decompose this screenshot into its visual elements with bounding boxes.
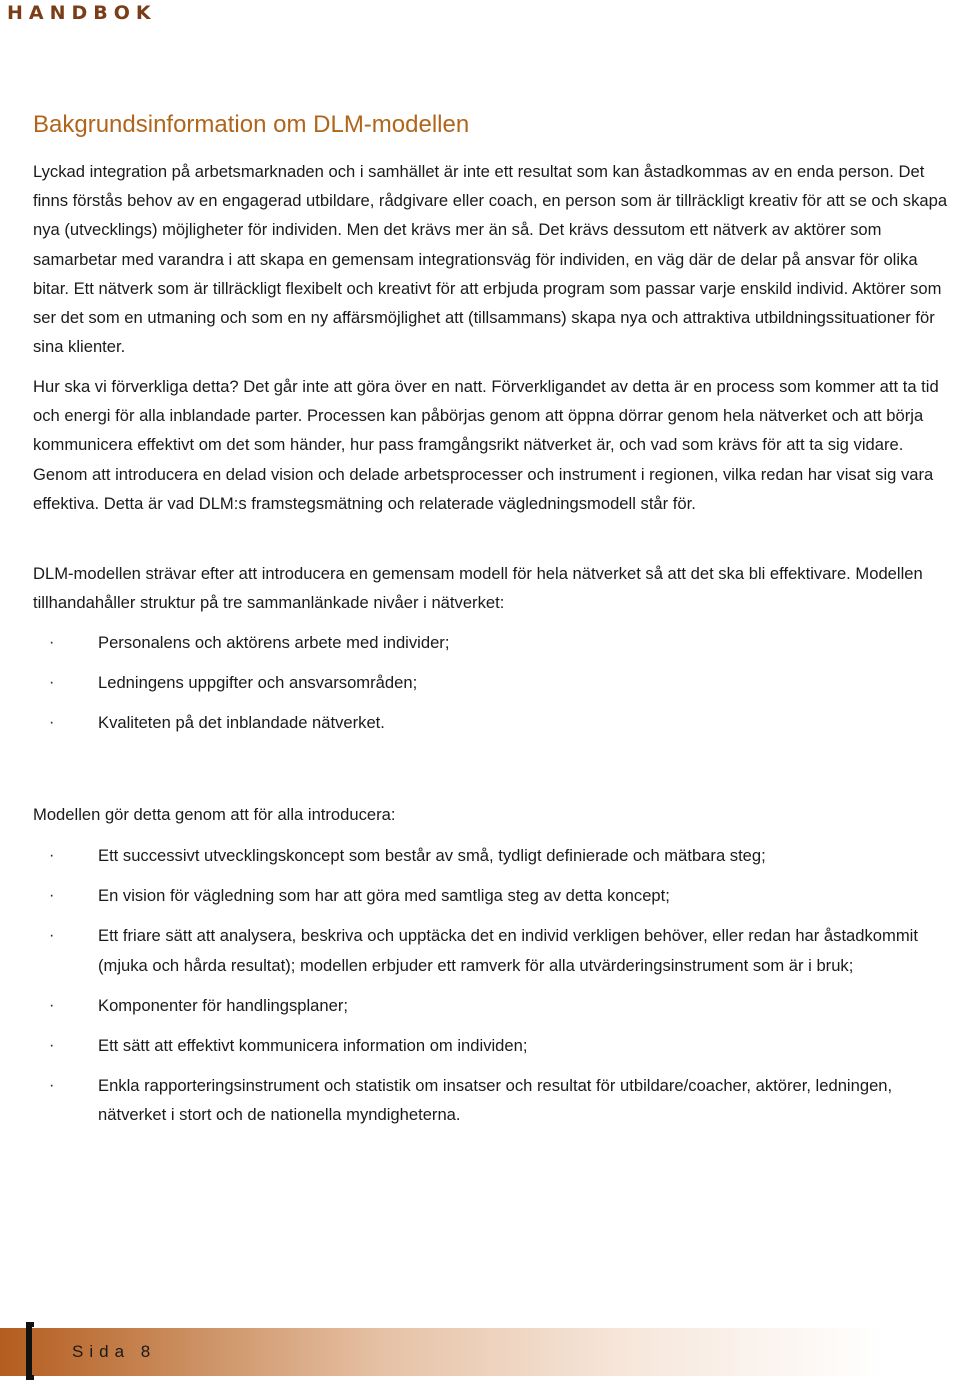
bullet-icon: · (49, 714, 55, 732)
list-item (33, 628, 923, 657)
list-item (33, 991, 923, 1020)
list-item (33, 708, 923, 737)
bullet-icon: · (49, 1037, 55, 1055)
list-item (33, 1031, 923, 1060)
bullet-icon: · (49, 887, 55, 905)
list-item-text: Komponenter för handlingsplaner; (98, 995, 348, 1015)
list-item-text: Ett successivt utvecklingskoncept som består av små, tydligt definierade och mätbara steg; (98, 846, 766, 865)
bullet-icon: · (49, 996, 55, 1014)
levels-list (33, 628, 923, 749)
list-item (33, 1071, 923, 1129)
list-item-text: Personalens och aktörens arbete med individer; (98, 633, 450, 652)
introductions-list (33, 841, 923, 1141)
introduce-paragraph: Modellen gör detta genom att för alla introducera: (33, 805, 396, 824)
list-item-text: Ledningens uppgifter och ansvarsområden; (98, 673, 418, 693)
document-header-brand: HANDBOK (7, 2, 157, 24)
intro-paragraph: Lyckad integration på arbetsmarknaden och i samhället är inte ett resultat som kan åstadkommas av en enda person. Det finns förstås behov av en engagerad utbildare, rådgivare eller coach, en person som är tillräckligt kreativ för att se och skapa nya (utvecklings) möjligheter för individen. Men det krävs mer än så. Det krävs dessutom ett nätverk av aktörer som samarbetar med varandra i att skapa en gemensam integrationsväg för individen, en väg där de delar på ansvar för olika bitar. Ett nätverk som är tillräckligt flexibelt och kreativt för att erbjuda program som passar varje enskild individ. Aktörer som ser det som en utmaning och som en ny affärsmöjlighet att (tillsammans) skapa nya och attraktiva utbildningssituationer för sina klienter. (33, 162, 948, 357)
bullet-icon: · (49, 634, 55, 651)
footer-bracket-icon (26, 1322, 34, 1380)
list-item (33, 668, 923, 697)
list-item (33, 921, 923, 979)
bullet-icon: · (49, 1077, 55, 1095)
list-item-text: Kvaliteten på det inblandade nätverket. (98, 713, 385, 733)
list-item-text: Ett friare sätt att analysera, beskriva och upptäcka det en individ verkligen behöver, eller redan har åstadkommit (mjuka och hårda resultat); modellen erbjuder ett ramverk för alla utvärderingsinstrument som är i bruk; (98, 926, 918, 975)
list-item (33, 841, 923, 870)
bullet-icon: · (49, 927, 55, 945)
section-title: Bakgrundsinformation om DLM-modellen (33, 111, 470, 138)
list-item-text: En vision för vägledning som har att göra med samtliga steg av detta koncept; (98, 886, 670, 906)
model-paragraph: DLM-modellen strävar efter att introducera en gemensam modell för hela nätverket så att det ska bli effektivare. Modellen tillhandahåller struktur på tre sammanlänkade nivåer i nätverket: (33, 564, 923, 613)
list-item-text: Enkla rapporteringsinstrument och statistik om insatser och resultat för utbildare/coacher, aktörer, ledningen, nätverket i stort och de nationella myndigheterna. (98, 1076, 893, 1125)
implementation-paragraph: Hur ska vi förverkliga detta? Det går inte att göra över en natt. Förverkligandet av detta är en process som kommer att ta tid och energi för alla inblandade parter. Processen kan påbörjas genom att öppna dörrar genom hela nätverket och att börja kommunicera effektivt om det som händer, hur pass framgångsrikt nätverket är, och vad som krävs för att ta sig vidare. Genom att introducera en delad vision och delade arbetsprocesser och instrument i regionen, vilka redan har visat sig vara effektiva. Detta är vad DLM:s framstegsmätning och relaterade vägledningsmodell står för. (33, 377, 939, 513)
list-item-text: Ett sätt att effektivt kommunicera information om individen; (98, 1036, 528, 1056)
page-number: Sida 8 (72, 1342, 157, 1361)
bullet-icon: · (49, 847, 55, 864)
bullet-icon: · (49, 674, 55, 692)
list-item (33, 881, 923, 910)
